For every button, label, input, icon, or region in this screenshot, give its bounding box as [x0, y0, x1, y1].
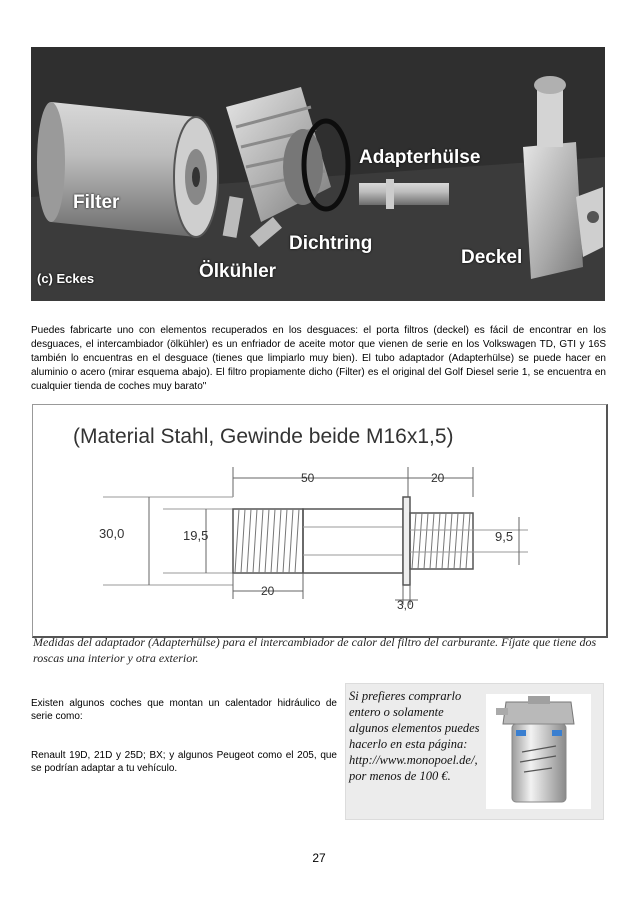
drawing-caption: Medidas del adaptador (Adapterhülse) para el intercambiador de calor del filtro del carburante. Fíjate que tiene dos roscas una interior y otra exterior. — [33, 635, 597, 665]
dim-50: 50 — [301, 471, 315, 485]
photo-copyright: (c) Eckes — [37, 271, 95, 286]
drawing-title: (Material Stahl, Gewinde beide M16x1,5) — [73, 425, 454, 448]
dim-19: 19,5 — [183, 528, 209, 543]
dim-3: 3,0 — [397, 598, 414, 612]
photo-label-filter: Filter — [73, 192, 120, 213]
adapter-drawing-svg — [33, 405, 606, 636]
dim-30: 30,0 — [99, 526, 125, 541]
intro-paragraph: Puedes fabricarte uno con elementos recuperados en los desguaces: el porta filtros (deckel) es fácil de encontrar en los desguaces, el intercambiador (ölkühler) es un enfriador de aceite motor que vienen de serie en los Volkswagen TD, GTI y 16S también lo encuentras en el desguace (tienes que limpiarlo muy bien). El tubo adaptador (Adapterhülse) se puede hacer en aluminio o acero (mirar esquema abajo). El filtro propiamente dicho (Filter) es el original del Golf Diesel serie 1, se encuentra en cualquier tienda de coches muy barato" — [31, 325, 606, 392]
photo-label-deckel: Deckel — [461, 247, 523, 268]
filter-unit-photo — [486, 694, 591, 809]
purchase-box — [345, 683, 604, 820]
heater-paragraph-1: Existen algunos coches que montan un calentador hidráulico de serie como: — [31, 698, 337, 722]
photo-label-dichtring: Dichtring — [289, 233, 373, 254]
filter-part — [37, 102, 218, 237]
dim-20-bottom: 20 — [261, 584, 275, 598]
parts-photo — [31, 47, 605, 301]
dim-20-top: 20 — [431, 471, 445, 485]
photo-label-adapterhuelse: Adapterhülse — [359, 147, 481, 168]
adapter-drawing — [32, 404, 608, 638]
photo-label-oelkuehler: Ölkühler — [199, 261, 277, 282]
dim-9: 9,5 — [495, 529, 514, 544]
heater-text — [31, 697, 337, 775]
filter-unit-illustration — [486, 694, 591, 809]
purchase-text: Si prefieres comprarlo entero o solamente algunos elementos puedes hacerlo en esta página: http://www.monopoel.de/, por menos de 100 €. — [349, 689, 480, 783]
page-number: 27 — [312, 851, 326, 865]
adapter-sleeve-part — [359, 179, 449, 209]
heater-paragraph-2: Renault 19D, 21D y 25D; BX; y algunos Peugeot como el 205, que se podrían adaptar a tu vehículo. — [31, 750, 337, 774]
